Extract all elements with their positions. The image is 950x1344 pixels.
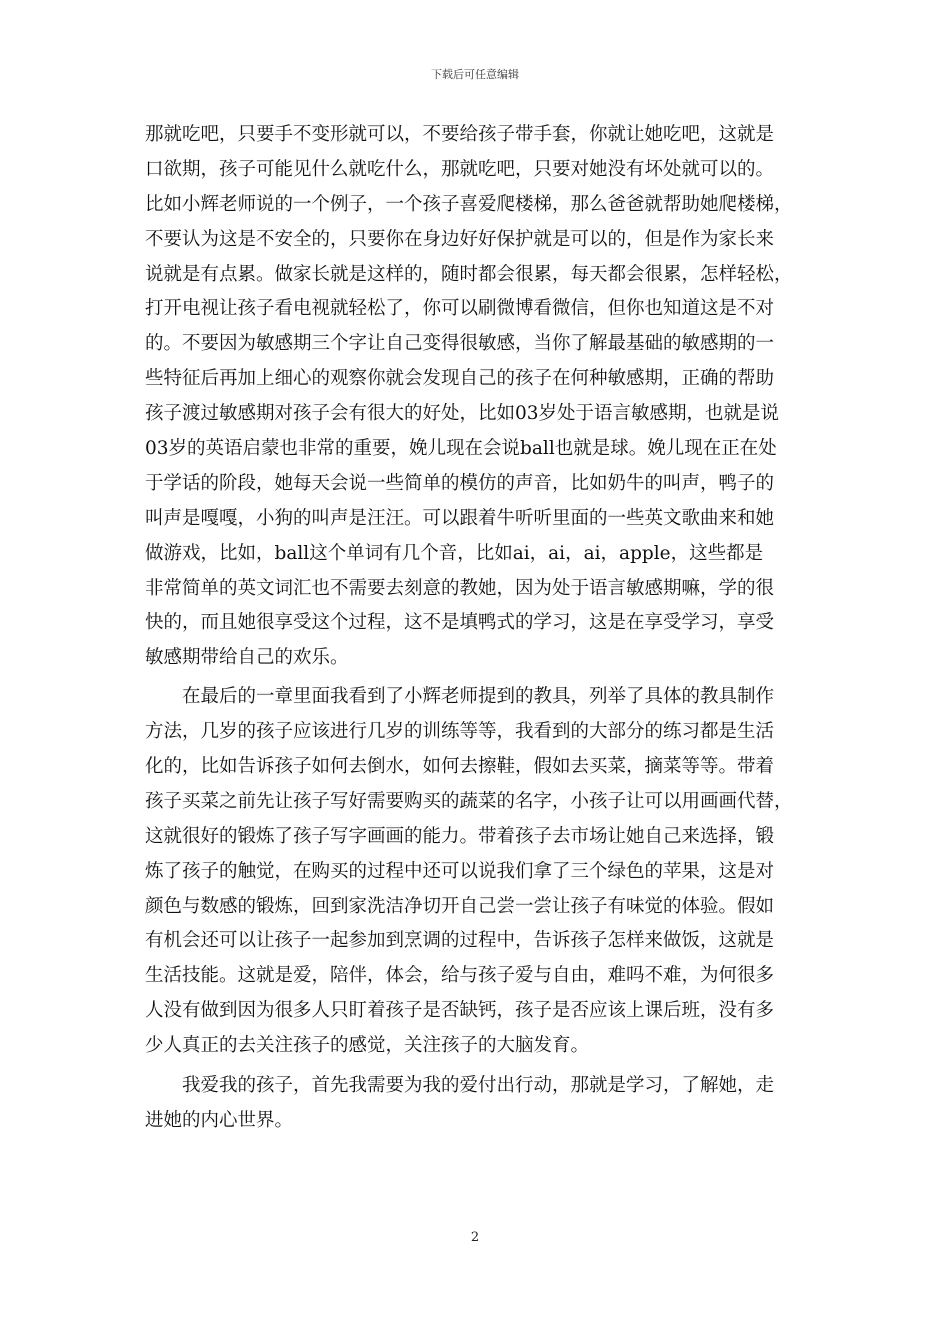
text-line: 这就很好的锻炼了孩子写字画画的能力。带着孩子去市场让她自己来选择，锻 xyxy=(145,825,775,847)
text-line: 比如小辉老师说的一个例子，一个孩子喜爱爬楼梯，那么爸爸就帮助她爬楼梯， xyxy=(145,193,793,215)
text-line: 人没有做到因为很多人只盯着孩子是否缺钙，孩子是否应该上课后班，没有多 xyxy=(145,1000,775,1022)
text-line: 孩子买菜之前先让孩子写好需要购买的蔬菜的名字，小孩子让可以用画画代替， xyxy=(145,790,793,812)
text-line: 打开电视让孩子看电视就轻松了，你可以刷微博看微信，但你也知道这是不对 xyxy=(145,298,775,320)
text-line: 少人真正的去关注孩子的感觉，关注孩子的大脑发育。 xyxy=(145,1035,590,1057)
paragraph-3 xyxy=(145,1069,808,1139)
text-line: 的。不要因为敏感期三个字让自己变得很敏感，当你了解最基础的敏感期的一 xyxy=(145,333,775,355)
text-line: 生活技能。这就是爱，陪伴，体会，给与孩子爱与自由，难吗不难，为何很多 xyxy=(145,965,775,987)
text-line: 我爱我的孩子，首先我需要为我的爱付出行动，那就是学习，了解她，走 xyxy=(145,1075,775,1097)
text-line: 说就是有点累。做家长就是这样的，随时都会很累，每天都会很累，怎样轻松， xyxy=(145,263,793,285)
document-body xyxy=(145,118,808,1139)
text-line: 03岁的英语启蒙也非常的重要，娩儿现在会说ball也就是球。娩儿现在正在处 xyxy=(145,438,777,460)
page-number: 2 xyxy=(470,1230,480,1245)
text-line: 孩子渡过敏感期对孩子会有很大的好处，比如03岁处于语言敏感期，也就是说 xyxy=(145,403,780,425)
text-line: 有机会还可以让孩子一起参加到烹调的过程中，告诉孩子怎样来做饭，这就是 xyxy=(145,930,775,952)
text-line: 在最后的一章里面我看到了小辉老师提到的教具，列举了具体的教具制作 xyxy=(145,686,775,708)
text-line: 不要认为这是不安全的，只要你在身边好好保护就是可以的，但是作为家长来 xyxy=(145,228,775,250)
text-line: 非常简单的英文词汇也不需要去刻意的教她，因为处于语言敏感期嘛，学的很 xyxy=(145,577,775,599)
text-line: 些特征后再加上细心的观察你就会发现自己的孩子在何种敏感期，正确的帮助 xyxy=(145,368,775,390)
text-line: 做游戏，比如，ball这个单词有几个音，比如ai，ai，ai，apple，这些都是 xyxy=(145,542,764,564)
paragraph-2 xyxy=(145,680,808,1064)
text-line: 那就吃吧，只要手不变形就可以，不要给孩子带手套，你就让她吃吧，这就是 xyxy=(145,124,775,145)
text-line: 颜色与数感的锻炼，回到家洗洁净切开自己尝一尝让孩子有味觉的体验。假如 xyxy=(145,895,775,917)
paragraph-1 xyxy=(145,118,808,676)
text-line: 于学话的阶段，她每天会说一些简单的模仿的声音，比如奶牛的叫声，鸭子的 xyxy=(145,472,775,494)
page-header: 下载后可任意编辑 xyxy=(431,68,519,81)
text-line: 化的，比如告诉孩子如何去倒水，如何去擦鞋，假如去买菜，摘菜等等。带着 xyxy=(145,756,775,778)
text-line: 叫声是嘎嘎，小狗的叫声是汪汪。可以跟着牛听听里面的一些英文歌曲来和她 xyxy=(145,507,775,529)
text-line: 快的，而且她很享受这个过程，这不是填鸭式的学习，这是在享受学习，享受 xyxy=(145,612,775,634)
text-line: 炼了孩子的触觉，在购买的过程中还可以说我们拿了三个绿色的苹果，这是对 xyxy=(145,860,775,882)
text-line: 口欲期，孩子可能见什么就吃什么，那就吃吧，只要对她没有坏处就可以的。 xyxy=(145,158,775,180)
text-line: 方法，几岁的孩子应该进行几岁的训练等等，我看到的大部分的练习都是生活 xyxy=(145,721,775,743)
text-line: 敏感期带给自己的欢乐。 xyxy=(145,647,349,669)
text-line: 进她的内心世界。 xyxy=(145,1109,294,1131)
